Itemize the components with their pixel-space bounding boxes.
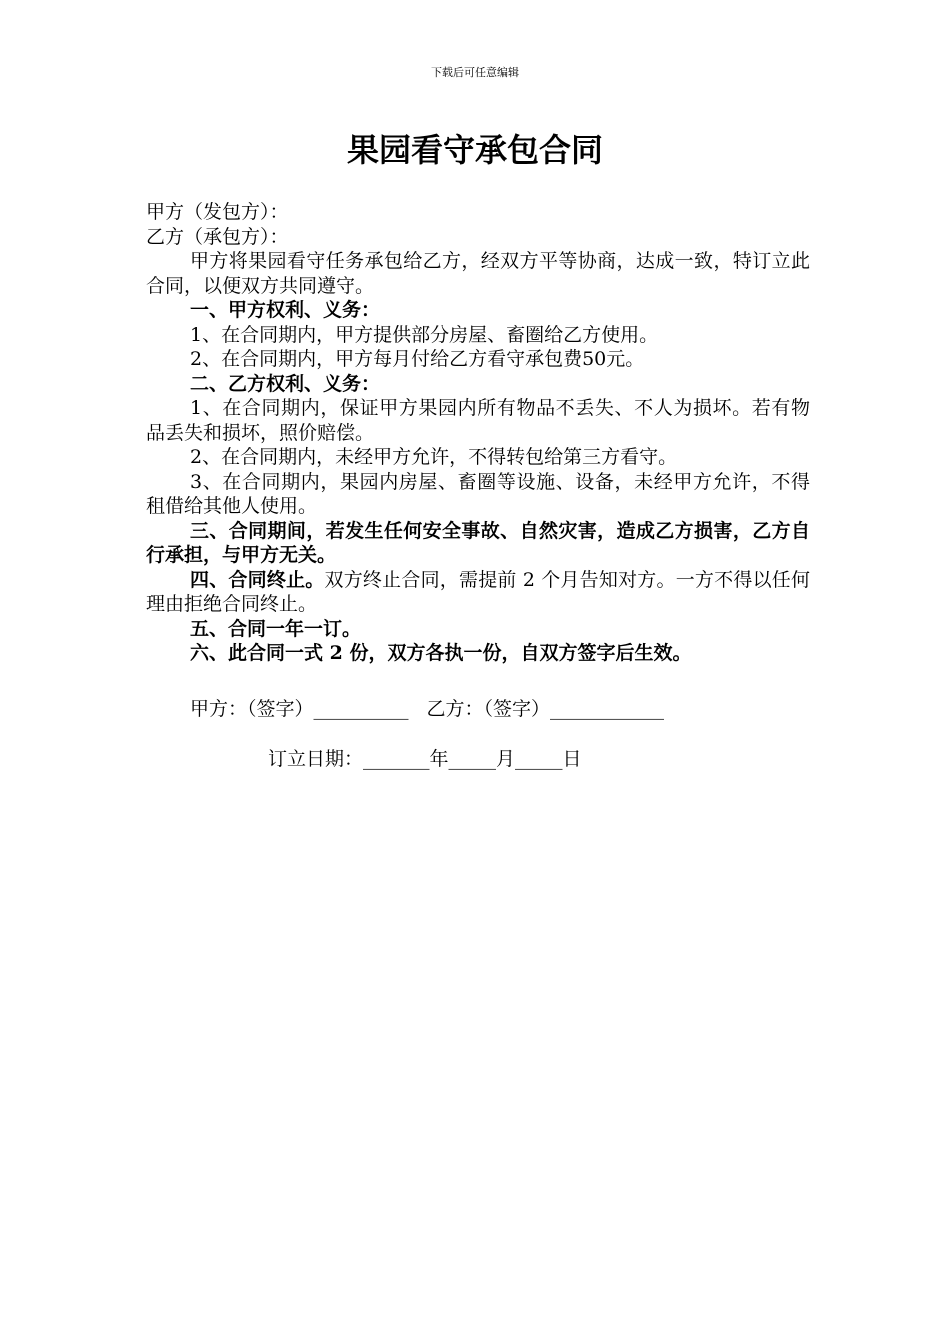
- party-a-line: 甲方（发包方）：: [146, 201, 289, 223]
- section-1-heading: 一、甲方权利、义务：: [190, 299, 381, 321]
- header-note: 下载后可任意编辑: [431, 66, 519, 79]
- party-a-signature: 甲方：（签字）__________: [190, 698, 409, 720]
- section-3: 三、合同期间，若发生任何安全事故、自然灾害，造成乙方损害，乙方自行承担，与甲方无关。: [146, 519, 810, 566]
- section-4-heading: 四、合同终止。: [190, 568, 325, 591]
- section-2-item-2: 2、在合同期内，未经甲方允许，不得转包给第三方看守。: [190, 446, 678, 468]
- section-5: 五、合同一年一订。: [190, 617, 362, 640]
- party-b-line: 乙方（承包方）：: [146, 225, 289, 248]
- section-2-item-3: 3、在合同期内，果园内房屋、畜圈等设施、设备，未经甲方允许，不得租借给其他人使用。: [146, 470, 810, 517]
- contract-body: [146, 200, 810, 666]
- intro-paragraph: 甲方将果园看守任务承包给乙方，经双方平等协商，达成一致，特订立此合同，以便双方共同遵守。: [146, 250, 810, 297]
- section-4-text: 双方终止合同，需提前 2 个月告知对方。一方不得以任何理由拒绝合同终止。: [146, 568, 810, 615]
- section-6: 六、此合同一式 2 份，双方各执一份，自双方签字后生效。: [190, 642, 692, 664]
- section-1-item-2: 2、在合同期内，甲方每月付给乙方看守承包费50元。: [190, 348, 645, 370]
- section-2-item-1: 1、在合同期内，保证甲方果园内所有物品不丢失、不人为损坏。若有物品丢失和损坏，照价赔偿。: [146, 397, 810, 444]
- party-b-signature: 乙方：（签字）____________: [426, 698, 665, 720]
- signature-row: [190, 696, 664, 722]
- document-title: 果园看守承包合同: [346, 131, 603, 169]
- section-2-heading: 二、乙方权利、义务：: [190, 372, 381, 395]
- section-4: [146, 568, 810, 617]
- section-1-item-1: 1、在合同期内，甲方提供部分房屋、畜圈给乙方使用。: [190, 323, 659, 346]
- signing-date: 订立日期：_______年_____月_____日: [268, 748, 582, 770]
